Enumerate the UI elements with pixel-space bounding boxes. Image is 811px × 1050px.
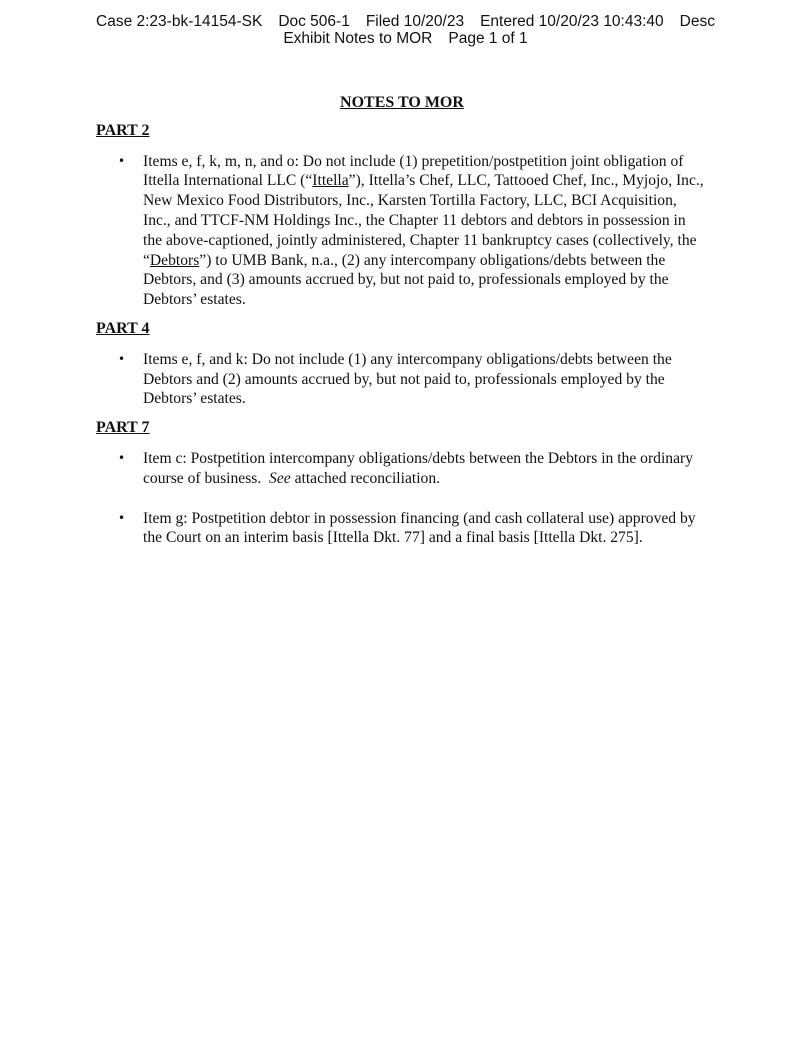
exhibit-label: Exhibit Notes to MOR xyxy=(283,30,433,47)
filing-header-line-1 xyxy=(0,13,811,30)
page-indicator: Page 1 of 1 xyxy=(448,30,528,47)
see-signal: See xyxy=(269,469,291,487)
list-item xyxy=(96,152,708,310)
bullet-icon: • xyxy=(118,510,126,525)
list-item xyxy=(96,449,708,489)
part-7-heading: PART 7 xyxy=(96,419,150,437)
filing-header-line-2 xyxy=(0,30,811,47)
note-text: Items e, f, k, m, n, and o: Do not include (1) prepetition/postpetition joint obligation of Ittella International LLC (“Ittella”), Ittella’s Chef, LLC, Tattooed Chef, Inc., Myjojo, Inc., New Mexico Food Distributors, Inc., Karsten Tortilla Factory, LLC, BCI Acquisition, Inc., and TTCF-NM Holdings Inc., the Chapter 11 debtors and debtors in possession in the above-captioned, jointly administered, Chapter 11 bankruptcy cases (collectively, the “Debtors”) to UMB Bank, n.a., (2) any intercompany obligations/debts between the Debtors, and (3) amounts accrued by, but not paid to, professionals employed by the Debtors’ estates. xyxy=(143,152,704,309)
case-number: Case 2:23-bk-14154-SK xyxy=(96,13,263,30)
court-filing-header xyxy=(0,13,811,47)
bullet-icon: • xyxy=(118,351,126,366)
entered-date: Entered 10/20/23 10:43:40 xyxy=(480,13,664,30)
filed-date: Filed 10/20/23 xyxy=(365,13,465,30)
defined-term-ittella: Ittella xyxy=(312,172,349,190)
defined-term-debtors: Debtors xyxy=(149,251,200,269)
part-4-heading: PART 4 xyxy=(96,319,150,337)
part-2-notes xyxy=(96,152,708,310)
bullet-icon: • xyxy=(118,153,126,168)
note-text: Item g: Postpetition debtor in possession financing (and cash collateral use) approved by the Court on an interim basis [Ittella Dkt. 77] and a final basis [Ittella Dkt. 275]. xyxy=(143,509,696,547)
desc-label: Desc xyxy=(679,13,715,30)
bullet-icon: • xyxy=(118,450,126,465)
part-7-notes xyxy=(96,449,708,548)
part-4-notes xyxy=(96,350,708,409)
part-2-heading: PART 2 xyxy=(96,121,150,139)
note-text: Items e, f, and k: Do not include (1) any intercompany obligations/debts between the Debtors and (2) amounts accrued by, but not paid to, professionals employed by the Debtors’ estates. xyxy=(143,350,672,408)
list-item xyxy=(96,509,708,549)
document-body xyxy=(96,93,708,557)
doc-number: Doc 506-1 xyxy=(278,13,350,30)
list-item xyxy=(96,350,708,409)
document-title: NOTES TO MOR xyxy=(340,94,464,111)
note-text: Item c: Postpetition intercompany obligations/debts between the Debtors in the ordinary course of business. See attached reconciliation. xyxy=(143,449,697,487)
